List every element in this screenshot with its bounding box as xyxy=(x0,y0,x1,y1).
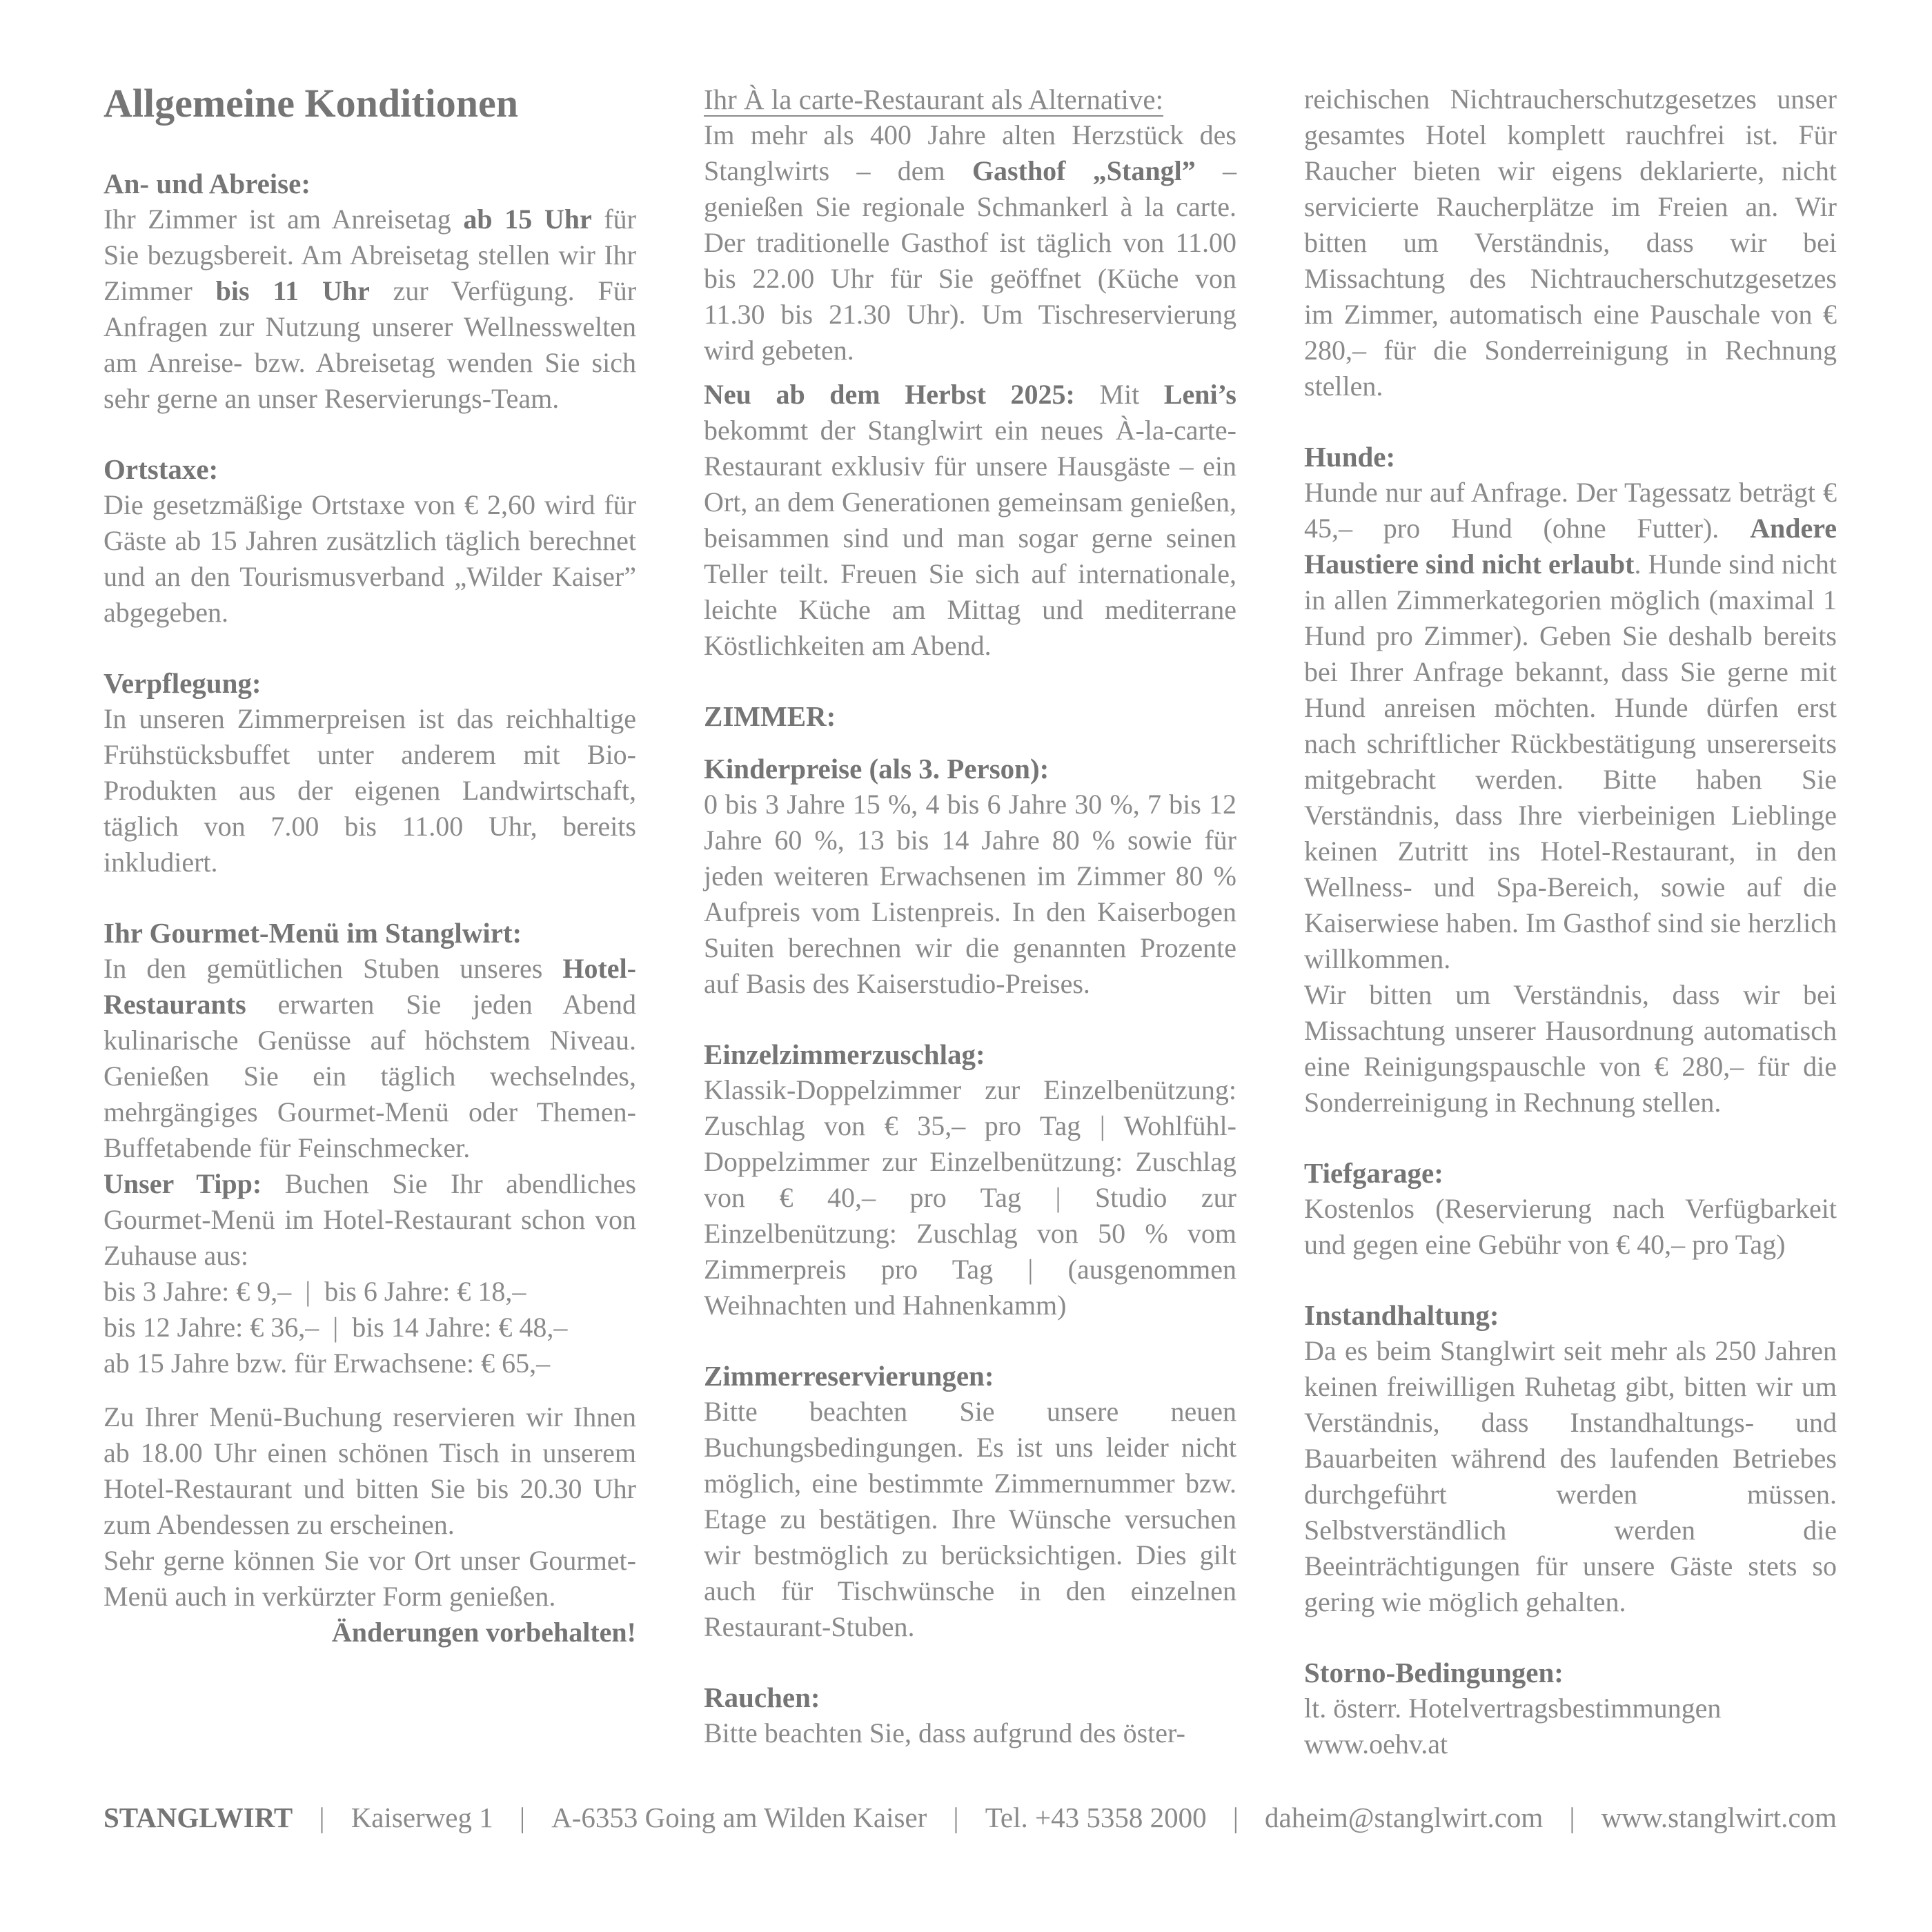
section-ortstaxe xyxy=(103,451,636,631)
paragraph-gourmet-menue-0: In den gemütlichen Stuben unseres Hotel-Restaurants erwarten Sie jeden Abend kulinarische Genüsse auf höchstem Niveau. Genießen Sie ein täglich wechselndes, mehrgängiges Gourmet-Menü oder Themen-Buffetabende für Feinschmecker. xyxy=(103,952,636,1163)
footer-separator: | xyxy=(319,1802,325,1833)
paragraph-einzelzimmerzuschlag-0: Klassik-Doppelzimmer zur Einzelbenützung: Zuschlag von € 35,– pro Tag | Wohlfühl-Doppelzimmer zur Einzelbenützung: Zuschlag von € 40,– pro Tag | Studio zur Einzelbenützung: Zuschlag von 50 % vom Zimmerpreis pro Tag | (ausgenommen Weihnachten und Hahnenkamm) xyxy=(704,1074,1236,1321)
paragraph-rauchen-fortsetzung-0: reichischen Nichtraucherschutzgesetzes unser gesamtes Hotel komplett rauchfrei ist. Für Raucher bieten wir eigens deklarierte, nicht servicierte Raucherplätze im Freien an. Wir bitten um Verständnis, dass wir bei Missachtung des Nichtraucherschutzgesetzes im Zimmer, automatisch eine Pauschale von € 280,– für die Sonderreinigung in Rechnung stellen. xyxy=(1304,83,1837,402)
section-zimmerreservierungen xyxy=(704,1358,1236,1645)
paragraph-storno-bedingungen-0: lt. österr. Hotelvertragsbestimmungen xyxy=(1304,1693,1722,1724)
section-rauchen xyxy=(704,1679,1236,1751)
section-heading-ortstaxe: Ortstaxe: xyxy=(103,453,219,485)
paragraph-tiefgarage-0: Kostenlos (Reservierung nach Verfügbarkeit und gegen eine Gebühr von € 40,– pro Tag) xyxy=(1304,1193,1837,1260)
paragraph-a-la-carte-restaurant-0: Im mehr als 400 Jahre alten Herzstück des Stanglwirts – dem Gasthof „Stangl” – genießen Sie regionale Schmankerl à la carte. Der traditionelle Gasthof ist täglich von 11.00 bis 22.00 Uhr für Sie geöffnet (Küche von 11.30 bis 21.30 Uhr). Um Tischreservierung wird gebeten. xyxy=(704,119,1236,366)
section-heading-verpflegung: Verpflegung: xyxy=(103,667,262,699)
changes-reserved-note: Änderungen vorbehalten! xyxy=(331,1616,636,1648)
footer-separator: | xyxy=(1232,1802,1239,1833)
column-3 xyxy=(1304,81,1837,1762)
section-rauchen-fortsetzung xyxy=(1304,81,1837,404)
columns-container xyxy=(103,81,1837,1762)
section-heading-kinderpreise: Kinderpreise (als 3. Person): xyxy=(704,753,1049,785)
footer-item-1: Kaiserweg 1 xyxy=(351,1802,493,1833)
section-heading-storno-bedingungen: Storno-Bedingungen: xyxy=(1304,1657,1564,1688)
paragraph-hunde-0: Hunde nur auf Anfrage. Der Tagessatz beträgt € 45,– pro Hund (ohne Futter). Andere Haustiere sind nicht erlaubt. Hunde sind nicht in allen Zimmerkategorien möglich (maximal 1 Hund pro Zimmer). Geben Sie deshalb bereits bei Ihrer Anfrage bekannt, dass Sie gerne mit Hund anreisen möchten. Hunde dürfen erst nach schriftlicher Rückbestätigung unsererseits mitgebracht werden. Bitte haben Sie Verständnis, dass Ihre vierbeinigen Lieblinge keinen Zutritt ins Hotel-Restaurant, in den Wellness- und Spa-Bereich, sowie auf die Kaiserwiese haben. Im Gasthof sind sie herzlich willkommen. xyxy=(1304,477,1837,974)
paragraph-gourmet-menue-4: ab 15 Jahre bzw. für Erwachsene: € 65,– xyxy=(103,1347,551,1379)
paragraph-ortstaxe-0: Die gesetzmäßige Ortstaxe von € 2,60 wird für Gäste ab 15 Jahren zusätzlich täglich berechnet und an den Tourismusverband „Wilder Kaiser” abgegeben. xyxy=(103,489,636,628)
paragraph-verpflegung-0: In unseren Zimmerpreisen ist das reichhaltige Frühstücksbuffet unter anderem mit Bio-Produkten aus der eigenen Landwirtschaft, täglich von 7.00 bis 11.00 Uhr, bereits inkludiert. xyxy=(103,702,636,878)
paragraph-storno-bedingungen-1: www.oehv.at xyxy=(1304,1728,1448,1759)
section-storno-bedingungen xyxy=(1304,1655,1837,1762)
section-heading-an-und-abreise: An- und Abreise: xyxy=(103,167,310,199)
footer-item-5: www.stanglwirt.com xyxy=(1601,1802,1837,1833)
section-verpflegung xyxy=(103,665,636,880)
paragraph-rauchen-0: Bitte beachten Sie, dass aufgrund des öster- xyxy=(704,1717,1185,1748)
section-zimmer xyxy=(704,698,1236,734)
section-hunde xyxy=(1304,439,1837,1121)
section-heading-instandhaltung: Instandhaltung: xyxy=(1304,1299,1499,1331)
footer-separator: | xyxy=(519,1802,526,1833)
paragraph-gourmet-menue-6: Sehr gerne können Sie vor Ort unser Gourmet-Menü auch in verkürzter Form genießen. Änderungen vorbehalten! xyxy=(103,1543,636,1615)
page-title: Allgemeine Konditionen xyxy=(103,81,518,126)
footer-contact-bar xyxy=(103,1800,1837,1835)
section-tiefgarage xyxy=(1304,1155,1837,1263)
section-heading-tiefgarage: Tiefgarage: xyxy=(1304,1157,1443,1189)
section-instandhaltung xyxy=(1304,1297,1837,1620)
paragraph-instandhaltung-0: Da es beim Stanglwirt seit mehr als 250 Jahren keinen freiwilligen Ruhetag gibt, bitten wir um Verständnis, dass Instandhaltungs- und Bauarbeiten während des laufenden Betriebes durchgeführt werden müssen. Selbstverständlich werden die Beeinträchtigungen für unsere Gäste stets so gering wie möglich gehalten. xyxy=(1304,1335,1837,1617)
footer-separator: | xyxy=(1569,1802,1575,1833)
footer-brand: STANGLWIRT xyxy=(103,1802,293,1833)
section-kinderpreise xyxy=(704,751,1236,1002)
section-heading-a-la-carte-restaurant: Ihr À la carte-Restaurant als Alternative: xyxy=(704,83,1163,115)
section-an-und-abreise xyxy=(103,166,636,417)
paragraph-hunde-1: Wir bitten um Verständnis, dass wir bei Missachtung unserer Hausordnung automatisch eine Reinigungspauschle von € 280,– für die Sonderreinigung in Rechnung stellen. xyxy=(1304,979,1837,1118)
section-gourmet-menue xyxy=(103,915,636,1648)
paragraph-zimmerreservierungen-0: Bitte beachten Sie unsere neuen Buchungsbedingungen. Es ist uns leider nicht möglich, eine bestimmte Zimmernummer bzw. Etage zu bestätigen. Ihre Wünsche versuchen wir bestmöglich zu berücksichtigen. Dies gilt auch für Tischwünsche in den einzelnen Restaurant-Stuben. xyxy=(704,1396,1236,1642)
paragraph-a-la-carte-restaurant-1: Neu ab dem Herbst 2025: Mit Leni’s bekommt der Stanglwirt ein neues À-la-carte-Restaurant exklusiv für unsere Hausgäste – ein Ort, an dem Generationen gemeinsam genießen, beisammen sind und man sogar gerne seinen Teller teilt. Freuen Sie sich auf internationale, leichte Küche am Mittag und mediterrane Köstlichkeiten am Abend. xyxy=(704,379,1236,661)
section-heading-zimmer: ZIMMER: xyxy=(704,700,836,732)
paragraph-gourmet-menue-1: Unser Tipp: Buchen Sie Ihr abendliches Gourmet-Menü im Hotel-Restaurant schon von Zuhause aus: xyxy=(103,1167,636,1271)
paragraph-gourmet-menue-5: Zu Ihrer Menü-Buchung reservieren wir Ihnen ab 18.00 Uhr einen schönen Tisch in unserem Hotel-Restaurant und bitten Sie bis 20.30 Uhr zum Abendessen zu erscheinen. xyxy=(103,1401,636,1540)
section-heading-hunde: Hunde: xyxy=(1304,441,1396,473)
section-heading-rauchen: Rauchen: xyxy=(704,1682,820,1713)
section-a-la-carte-restaurant xyxy=(704,81,1236,664)
paragraph-gourmet-menue-3: bis 12 Jahre: € 36,– | bis 14 Jahre: € 48,– xyxy=(103,1311,568,1343)
footer-item-2: A-6353 Going am Wilden Kaiser xyxy=(551,1802,927,1833)
column-1 xyxy=(103,81,636,1762)
paragraph-kinderpreise-0: 0 bis 3 Jahre 15 %, 4 bis 6 Jahre 30 %, 7 bis 12 Jahre 60 %, 13 bis 14 Jahre 80 % sowie für jeden weiteren Erwachsenen im Zimmer 80 % Aufpreis vom Listenpreis. In den Kaiserbogen Suiten berechnen wir die genannten Prozente auf Basis des Kaiserstudio-Preises. xyxy=(704,789,1236,999)
paragraph-gourmet-menue-2: bis 3 Jahre: € 9,– | bis 6 Jahre: € 18,– xyxy=(103,1275,526,1307)
section-einzelzimmerzuschlag xyxy=(704,1036,1236,1323)
section-heading-zimmerreservierungen: Zimmerreservierungen: xyxy=(704,1360,994,1392)
footer-item-4: daheim@stanglwirt.com xyxy=(1265,1802,1544,1833)
footer-separator: | xyxy=(953,1802,959,1833)
section-heading-gourmet-menue: Ihr Gourmet-Menü im Stanglwirt: xyxy=(103,916,522,949)
paragraph-an-und-abreise-0: Ihr Zimmer ist am Anreisetag ab 15 Uhr für Sie bezugsbereit. Am Abreisetag stellen wir Ihr Zimmer bis 11 Uhr zur Verfügung. Für Anfragen zur Nutzung unserer Wellnesswelten am Anreise- bzw. Abreisetag wenden Sie sich sehr gerne an unser Reservierungs-Team. xyxy=(103,203,637,414)
column-2 xyxy=(704,81,1236,1762)
footer-item-3: Tel. +43 5358 2000 xyxy=(985,1802,1207,1833)
section-heading-einzelzimmerzuschlag: Einzelzimmerzuschlag: xyxy=(704,1038,985,1070)
